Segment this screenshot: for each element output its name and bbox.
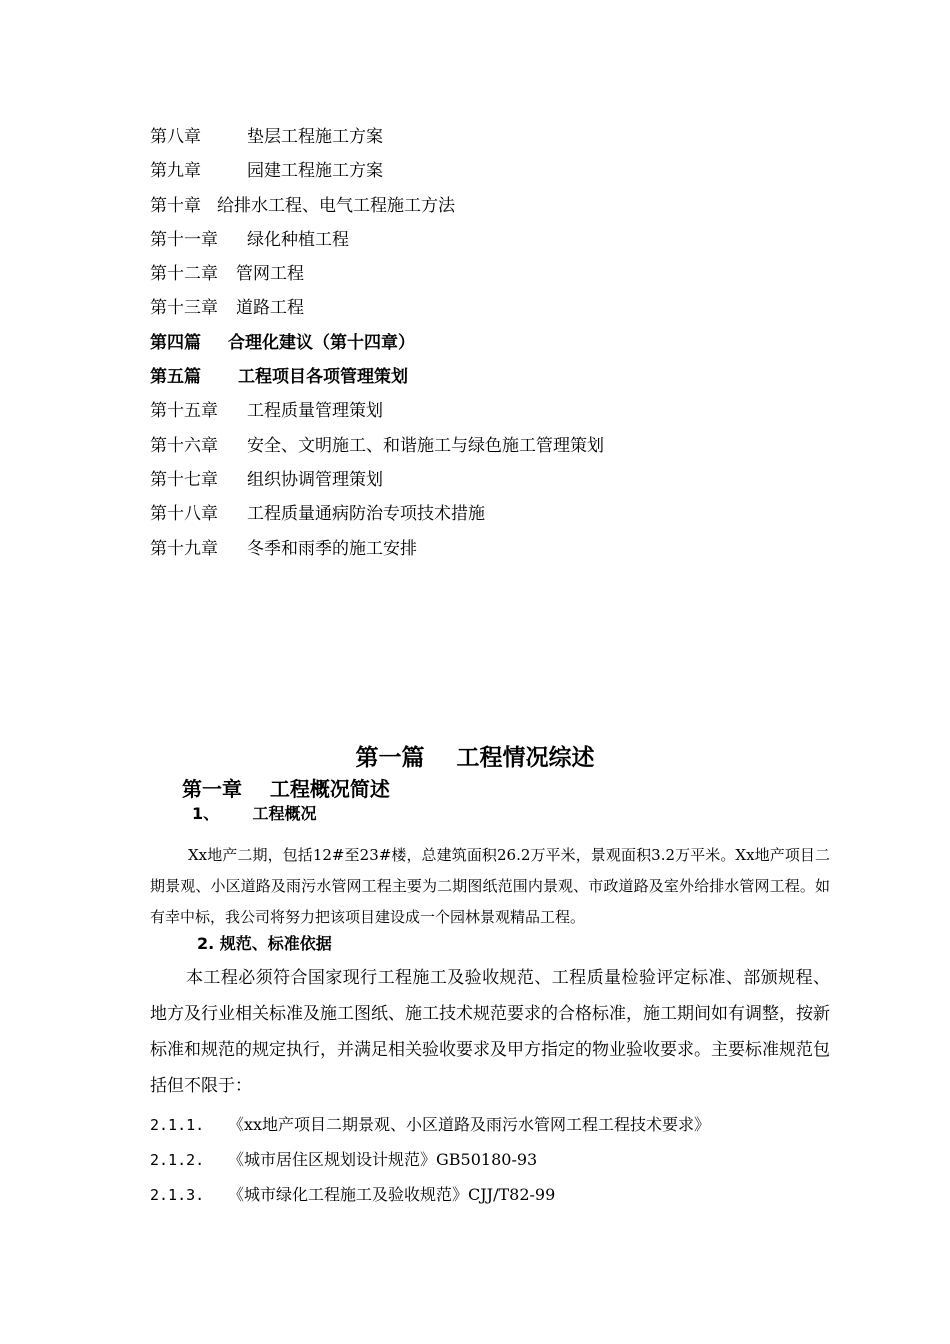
toc-item-title: 工程质量管理策划 xyxy=(247,401,383,422)
toc-item-number: 第十八章 xyxy=(150,504,218,525)
toc-item xyxy=(150,463,850,497)
toc-item xyxy=(150,532,850,566)
toc-item-title: 安全、文明施工、和谐施工与绿色施工管理策划 xyxy=(247,435,604,456)
reference-text: 《城市居住区规划设计规范》GB50180-93 xyxy=(228,1150,538,1169)
reference-item xyxy=(150,1142,710,1177)
toc-item-title: 垫层工程施工方案 xyxy=(247,127,383,147)
toc-item-title: 绿化种植工程 xyxy=(247,229,349,250)
reference-number: 2.1.3. xyxy=(150,1186,205,1204)
part-title: 第一篇 工程情况综述 xyxy=(355,745,595,771)
reference-list xyxy=(150,1107,710,1212)
toc-item-title: 给排水工程、电气工程施工方法 xyxy=(217,195,455,216)
toc-item xyxy=(150,394,850,428)
toc-item xyxy=(150,257,850,291)
toc-item-number: 第四篇 xyxy=(150,332,201,353)
toc-item-number: 第五篇 xyxy=(150,367,201,388)
standards-paragraph: 本工程必须符合国家现行工程施工及验收规范、工程质量检验评定标准、部颁规程、地方及行业相关标准及施工图纸、施工技术规范要求的合格标准，施工期间如有调整，按新标准和规范的规定执行，并满足相关验收要求及甲方指定的物业验收要求。主要标准规范包括但不限于： xyxy=(150,968,830,1096)
toc-item-number: 第十五章 xyxy=(150,401,218,422)
reference-number: 2.1.1. xyxy=(150,1116,205,1134)
reference-item xyxy=(150,1107,710,1142)
toc-item-number: 第十二章 xyxy=(150,264,218,285)
reference-number: 2.1.2. xyxy=(150,1151,205,1169)
section-heading-overview: 1、 工程概况 xyxy=(192,804,317,823)
toc-item xyxy=(150,223,850,257)
toc-item-title: 管网工程 xyxy=(236,264,304,285)
toc-item-number: 第十九章 xyxy=(150,538,218,559)
toc-part-item xyxy=(150,326,850,360)
toc-item-number: 第九章 xyxy=(150,161,201,182)
table-of-contents xyxy=(150,120,850,566)
toc-item-number: 第八章 xyxy=(150,127,201,147)
toc-item-title: 组织协调管理策划 xyxy=(247,469,383,490)
toc-item-number: 第十六章 xyxy=(150,435,218,456)
section-heading-standards: 2. 规范、标准依据 xyxy=(197,934,332,953)
toc-item xyxy=(150,189,850,223)
toc-item-title: 工程项目各项管理策划 xyxy=(238,367,408,388)
toc-item-title: 道路工程 xyxy=(236,298,304,319)
toc-item-title: 冬季和雨季的施工安排 xyxy=(247,538,417,559)
reference-item xyxy=(150,1177,710,1212)
toc-item-number: 第十三章 xyxy=(150,298,218,319)
toc-item-title: 合理化建议（第十四章） xyxy=(228,332,415,353)
toc-item xyxy=(150,291,850,325)
overview-paragraph: Xx地产二期，包括12#至23#楼，总建筑面积26.2万平米，景观面积3.2万平米。Xx地产项目二期景观、小区道路及雨污水管网工程主要为二期图纸范围内景观、市政道路及室外给排水管网工程。如有幸中标，我公司将努力把该项目建设成一个园林景观精品工程。 xyxy=(150,846,830,926)
toc-item-number: 第十章 xyxy=(150,195,201,216)
toc-item-title: 工程质量通病防治专项技术措施 xyxy=(247,504,485,525)
toc-item xyxy=(150,154,850,188)
toc-part-item xyxy=(150,360,850,394)
chapter-title: 第一章 工程概况简述 xyxy=(182,777,390,801)
toc-item-number: 第十一章 xyxy=(150,229,218,250)
toc-item xyxy=(150,497,850,531)
toc-item-number: 第十七章 xyxy=(150,469,218,490)
toc-item xyxy=(150,120,850,154)
toc-item xyxy=(150,429,850,463)
toc-item-title: 园建工程施工方案 xyxy=(247,161,383,182)
reference-text: 《城市绿化工程施工及验收规范》CJJ/T82-99 xyxy=(228,1185,556,1204)
reference-text: 《xx地产项目二期景观、小区道路及雨污水管网工程工程技术要求》 xyxy=(228,1115,711,1134)
